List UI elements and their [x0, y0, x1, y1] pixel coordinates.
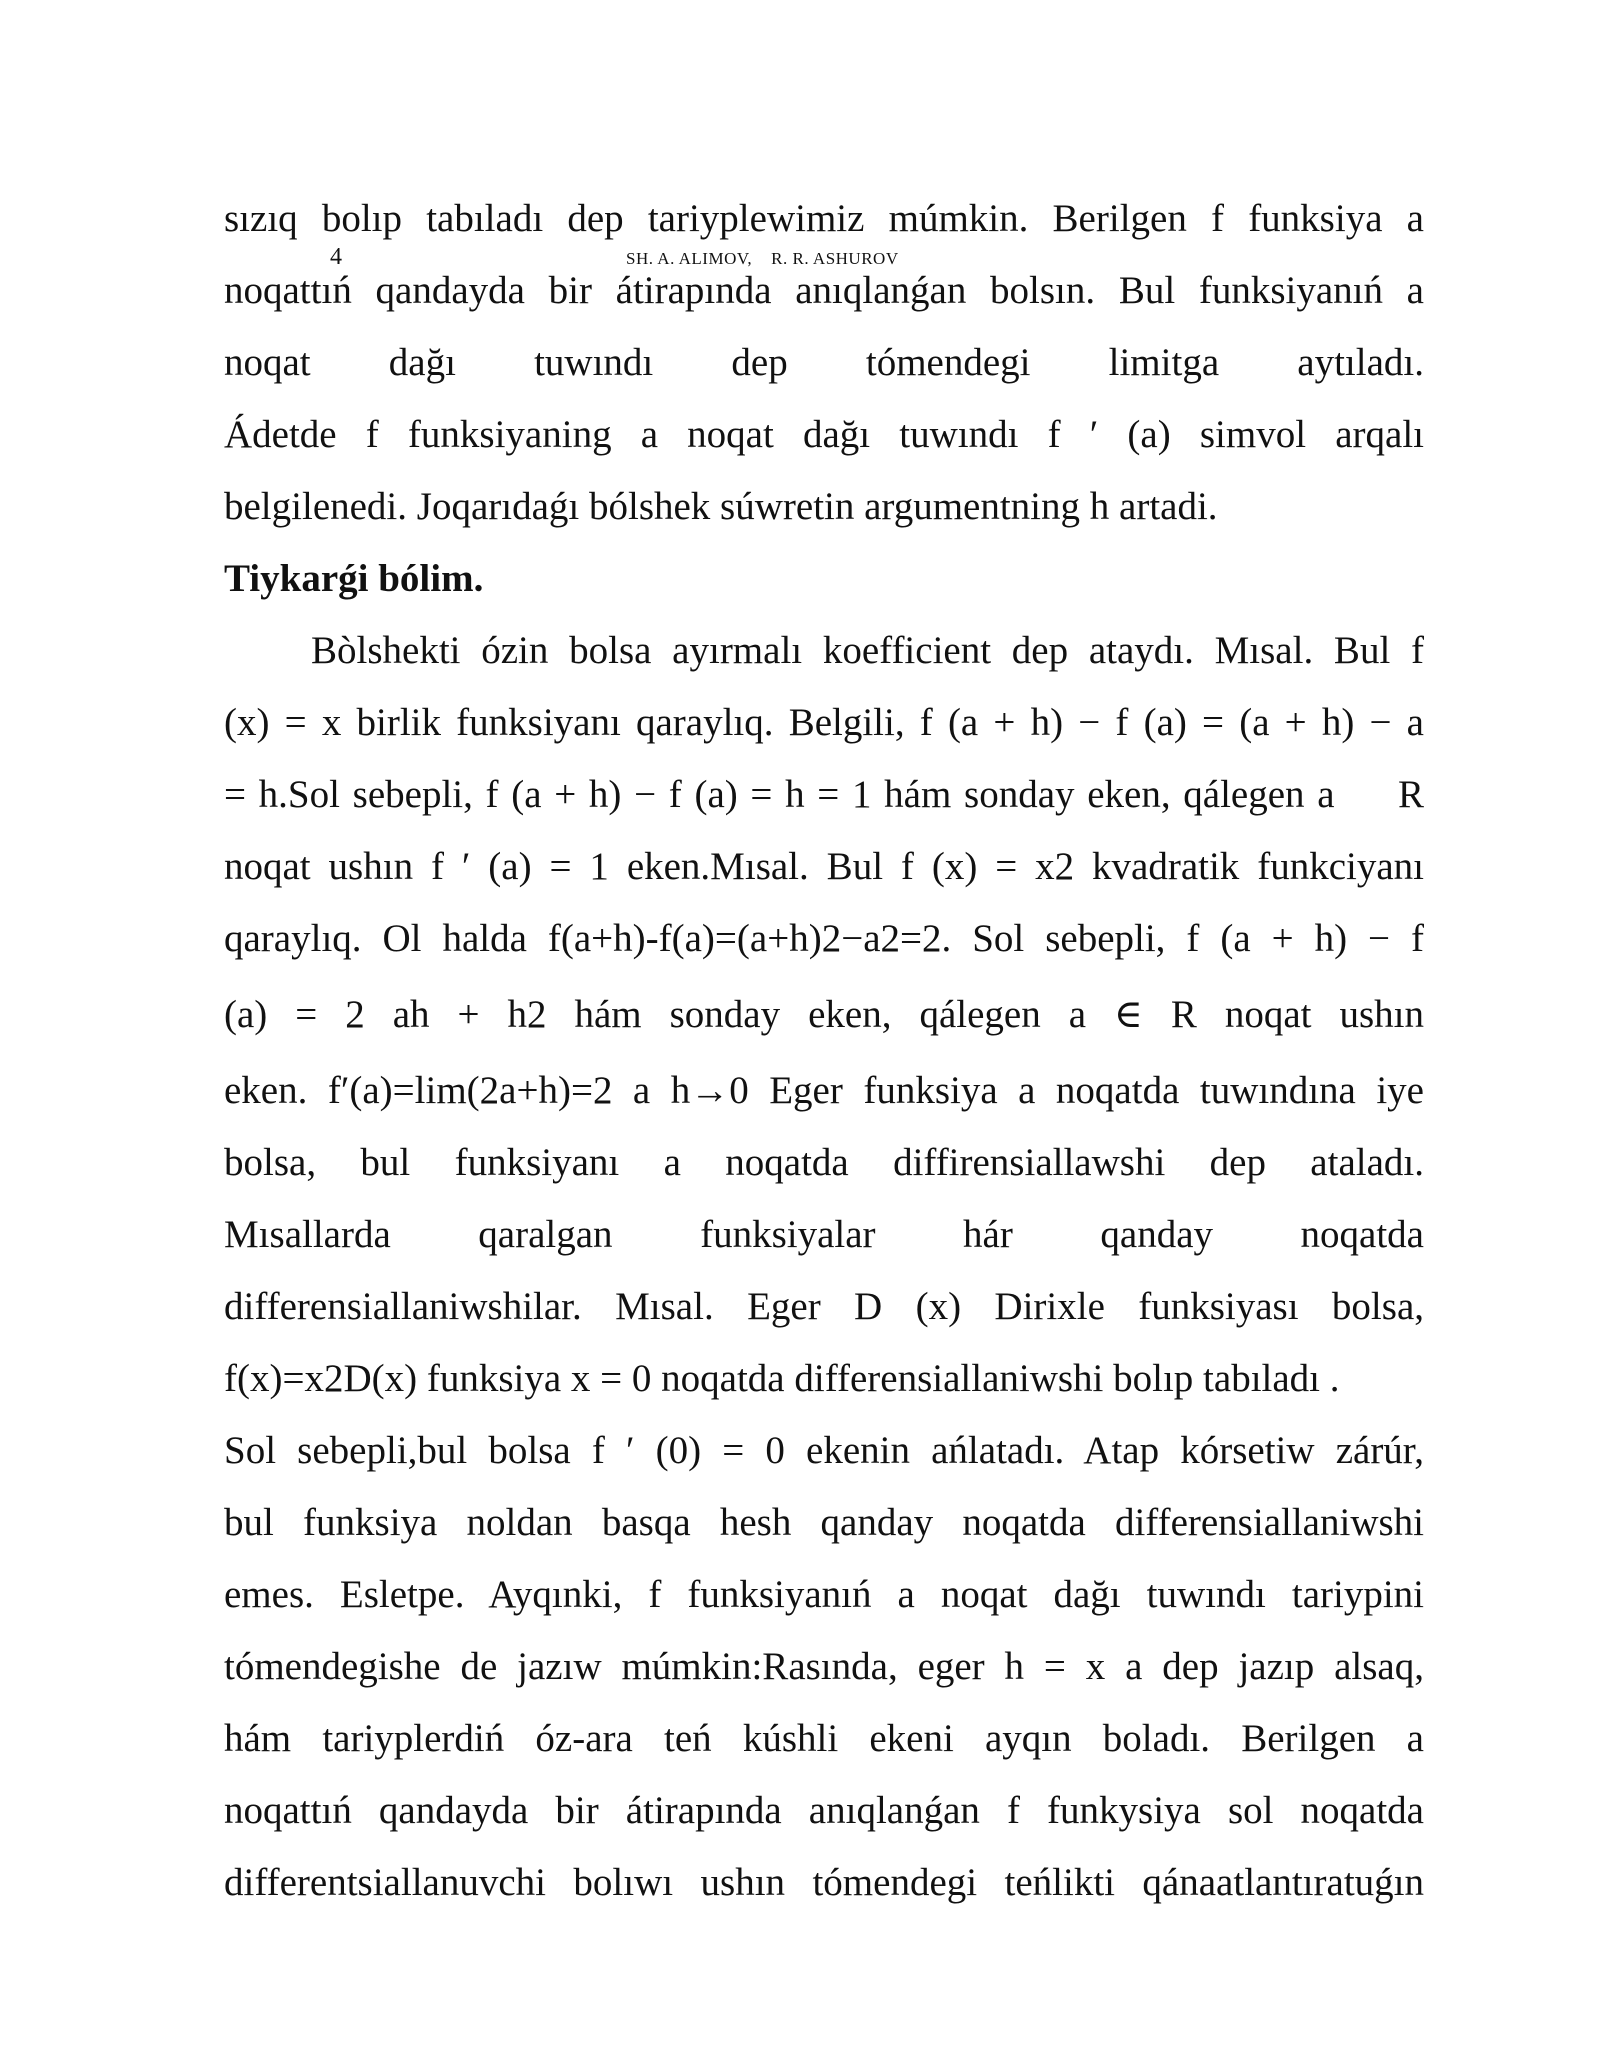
text-line: noqattıń qandayda bir átirapında anıqlanǵan bolsın. Bul funksiyanıń a: [224, 269, 1424, 312]
text-line: belgilenedi. Joqarıdaǵı bólshek súwretin argumentning h artadi.: [224, 485, 1218, 528]
text-line: (x) = x birlik funksiyanı qaraylıq. Belgili, f (a + h) − f (a) = (a + h) − a: [224, 701, 1424, 744]
text-line: differentsiallanuvchi bolıwı ushın tómendegi teńlikti qánaatlantıratuǵın: [224, 1861, 1424, 1904]
text-line: Sol sebepli,bul bolsa f ′ (0) = 0 ekenin ańlatadı. Atap kórsetiw zárúr,: [224, 1429, 1424, 1472]
text-line: noqattıń qandayda bir átirapında anıqlanǵan f funkysiya sol noqatda: [224, 1789, 1424, 1832]
text-line: Bòlshekti ózin bolsa ayırmalı koefficient dep ataydı. Mısal. Bul f: [311, 629, 1424, 672]
text-line: emes. Esletpe. Ayqınki, f funksiyanıń a noqat dağı tuwındı tariypini: [224, 1573, 1424, 1616]
text-line: = h.Sol sebepli, f (a + h) − f (a) = h = 1 hám sonday eken, qálegen a R: [224, 773, 1424, 816]
section-heading: Tiykarǵi bólim.: [224, 557, 484, 600]
text-line: eken. f′(a)=lim(2a+h)=2 a h→0 Eger funksiya a noqatda tuwındına iye: [224, 1069, 1424, 1112]
text-line: sızıq bolıp tabıladı dep tariyplewimiz múmkin. Berilgen f funksiya a: [224, 197, 1424, 240]
text-line: noqat dağı tuwındı dep tómendegi limitga aytıladı.: [224, 341, 1424, 384]
text-line: Ádetde f funksiyaning a noqat dağı tuwındı f ′ (a) simvol arqalı: [224, 413, 1424, 456]
text-line: (a) = 2 ah + h2 hám sonday eken, qálegen a ∈ R noqat ushın: [224, 993, 1424, 1036]
text-line: bolsa, bul funksiyanı a noqatda diffirensiallawshi dep ataladı.: [224, 1141, 1424, 1184]
text-line: bul funksiya noldan basqa hesh qanday noqatda differensiallaniwshi: [224, 1501, 1424, 1544]
text-line: Mısallarda qaralgan funksiyalar hár qanday noqatda: [224, 1213, 1424, 1256]
page-number: 4: [330, 244, 342, 270]
text-line: differensiallaniwshilar. Mısal. Eger D (x) Dirixle funksiyası bolsa,: [224, 1285, 1424, 1328]
text-line: tómendegishe de jazıw múmkin:Rasında, eger h = x a dep jazıp alsaq,: [224, 1645, 1424, 1688]
text-line: hám tariyplerdiń óz-ara teń kúshli ekeni ayqın boladı. Berilgen a: [224, 1717, 1424, 1760]
text-line: noqat ushın f ′ (a) = 1 eken.Mısal. Bul f (x) = x2 kvadratik funkciyanı: [224, 845, 1424, 888]
header-authors: SH. A. ALIMOV, R. R. ASHUROV: [626, 249, 899, 268]
body-text: [224, 183, 1424, 1919]
text-line: qaraylıq. Ol halda f(a+h)-f(a)=(a+h)2−a2=2. Sol sebepli, f (a + h) − f: [224, 917, 1424, 960]
text-line: f(x)=x2D(x) funksiya x = 0 noqatda differensiallaniwshi bolıp tabıladı .: [224, 1357, 1340, 1400]
